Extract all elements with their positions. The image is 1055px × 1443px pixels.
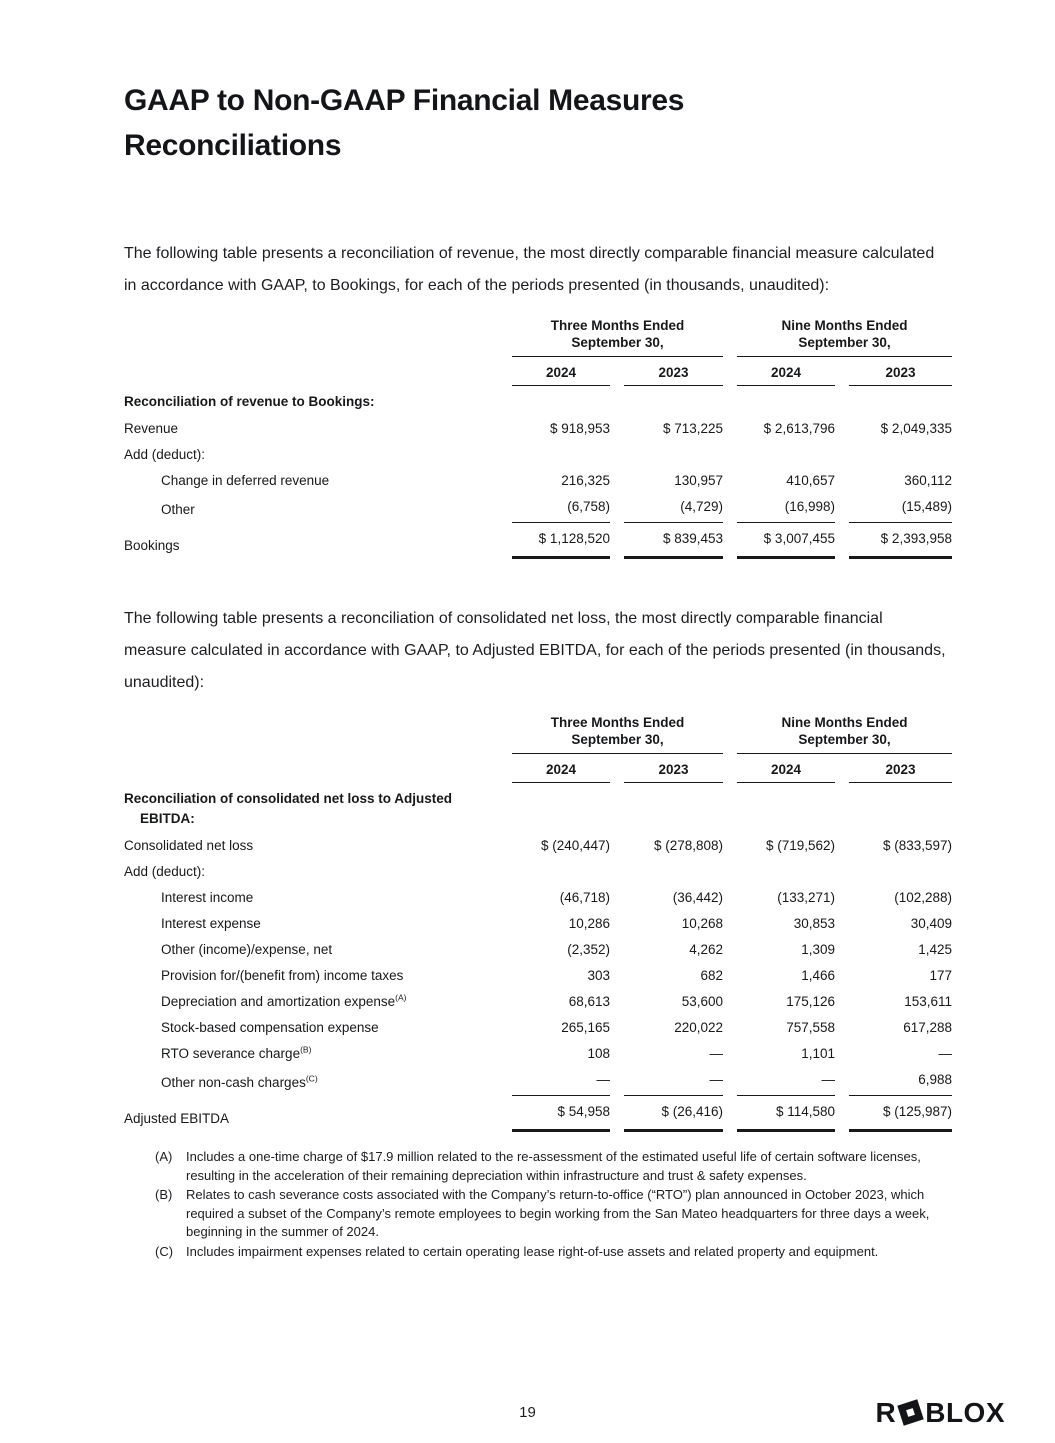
col-group-three-months: Three Months Ended September 30, (512, 317, 723, 357)
cell-value: 10,286 (568, 916, 610, 931)
table-row (124, 1067, 955, 1096)
cell-value: (133,271) (777, 890, 835, 905)
section-header-row (124, 783, 955, 833)
footnote-marker: (B) (155, 1187, 173, 1202)
cell-value: 30,853 (793, 916, 835, 931)
cell-value: 682 (700, 968, 723, 983)
table-row (124, 859, 955, 885)
cell-value: $ (833,597) (882, 838, 952, 853)
roblox-tilted-square-icon (897, 1399, 923, 1425)
cell-value: 1,466 (801, 968, 835, 983)
footnote-text: Relates to cash severance costs associated with the Company’s return-to-office (“RTO”) plan announced in October 2023, which required a subset of the Company’s remote employees to begin working from the San Mateo headquarters for three days a week, beginning in the summer of 2024. (186, 1187, 930, 1239)
row-label: Bookings (124, 538, 180, 553)
footnote-b (155, 1186, 930, 1242)
cell-value: 4,262 (689, 942, 723, 957)
row-label: Depreciation and amortization expense$^{(A)}$ (161, 992, 407, 1009)
footnote-marker: (C) (155, 1243, 174, 1259)
year-header: 2023 (624, 357, 723, 386)
footnote-ref: (B) (300, 1044, 312, 1055)
page-title (124, 78, 955, 168)
cell-value: (2,352) (567, 942, 610, 957)
cell-value: 10,268 (681, 916, 723, 931)
table-row (124, 442, 955, 468)
row-label: Other non-cash charges$^{(C)}$ (161, 1073, 318, 1090)
footnotes (155, 1148, 930, 1261)
footnote-text: Includes a one-time charge of $17.9 million related to the re-assessment of the estimated useful life of certain software licenses, resulting in the acceleration of their remaining depreciation within infrastructure and trust & safety expenses. (186, 1149, 921, 1183)
cell-value: $ 2,393,958 (849, 523, 952, 559)
row-label: Consolidated net loss (124, 838, 254, 853)
row-label: Add (deduct): (124, 864, 206, 879)
cell-value: 265,165 (561, 1020, 610, 1035)
page-number: 19 (519, 1404, 536, 1421)
year-header: 2024 (512, 754, 610, 783)
page-title-line1: GAAP to Non-GAAP Financial Measures (124, 84, 685, 117)
cell-value: — (938, 1046, 952, 1061)
intro-paragraph-bookings: The following table presents a reconciliation of revenue, the most directly comparable financial measure calculated in accordance with GAAP, to Bookings, for each of the periods presented (in thousands, unaudited): (124, 245, 935, 294)
cell-value: 360,112 (904, 473, 952, 488)
row-label: Stock-based compensation expense (161, 1020, 379, 1035)
bookings-table (124, 317, 955, 559)
section-label: Reconciliation of consolidated net loss to Adjusted EBITDA: (124, 791, 453, 826)
cell-value: $ (240,447) (540, 838, 610, 853)
footnote-a (155, 1148, 930, 1185)
year-header: 2024 (737, 357, 835, 386)
year-header-row (124, 357, 955, 386)
cell-value: $ (719,562) (765, 838, 835, 853)
table-row (124, 416, 955, 442)
year-header: 2023 (624, 754, 723, 783)
cell-value: — (512, 1067, 610, 1096)
cell-value: 175,126 (786, 994, 835, 1009)
roblox-logo-blox: BLOX (925, 1397, 1005, 1428)
cell-value: (16,998) (737, 494, 835, 523)
year-header: 2023 (849, 357, 952, 386)
table-row (124, 989, 955, 1015)
row-label: Interest expense (161, 916, 261, 931)
ebitda-table (124, 714, 955, 1132)
cell-value: 53,600 (681, 994, 723, 1009)
table-row (124, 494, 955, 523)
cell-value: 6,988 (849, 1067, 952, 1096)
cell-value: (6,758) (512, 494, 610, 523)
row-label: Add (deduct): (124, 447, 206, 462)
section-label: Reconciliation of revenue to Bookings: (124, 394, 375, 409)
roblox-logo (875, 1397, 1005, 1429)
col-group-nine-months: Nine Months Ended September 30, (737, 714, 952, 754)
cell-value: $ 2,049,335 (880, 421, 952, 436)
cell-value: 1,309 (801, 942, 835, 957)
table-row (124, 833, 955, 859)
section-header-row (124, 386, 955, 416)
cell-value: 757,558 (786, 1020, 835, 1035)
year-header: 2024 (512, 357, 610, 386)
page-title-line2: Reconciliations (124, 129, 342, 162)
row-label: RTO severance charge$^{(B)}$ (161, 1044, 312, 1061)
cell-value: 216,325 (561, 473, 610, 488)
row-label: Provision for/(benefit from) income taxes (161, 968, 404, 983)
row-label: Revenue (124, 421, 179, 436)
footnote-ref: (A) (395, 992, 407, 1003)
cell-value: (46,718) (559, 890, 610, 905)
cell-value: 108 (587, 1046, 610, 1061)
roblox-logo-r: R (875, 1397, 897, 1428)
cell-value: 617,288 (903, 1020, 952, 1035)
row-label: Other (income)/expense, net (161, 942, 333, 957)
row-label: Interest income (161, 890, 254, 905)
table-row (124, 468, 955, 494)
cell-value: — (624, 1067, 723, 1096)
table-total-row (124, 523, 955, 559)
cell-value: 68,613 (568, 994, 610, 1009)
table-row (124, 1015, 955, 1041)
document-page (0, 78, 1055, 1261)
cell-value: (4,729) (624, 494, 723, 523)
cell-value: $ 3,007,455 (737, 523, 835, 559)
cell-value: $ 713,225 (662, 421, 723, 436)
footnote-c (155, 1243, 930, 1262)
table-total-row (124, 1096, 955, 1132)
cell-value: — (737, 1067, 835, 1096)
cell-value: 1,425 (918, 942, 952, 957)
footnote-marker: (A) (155, 1149, 173, 1164)
table-row (124, 911, 955, 937)
table-row (124, 963, 955, 989)
year-header: 2024 (737, 754, 835, 783)
table-row (124, 885, 955, 911)
cell-value: $ (26,416) (624, 1096, 723, 1132)
cell-value: $ 114,580 (737, 1096, 835, 1132)
intro-paragraph-ebitda: The following table presents a reconciliation of consolidated net loss, the most directly comparable financial measure calculated in accordance with GAAP, to Adjusted EBITDA, for each of the periods presented (in thousands, unaudited): (124, 610, 946, 691)
year-header-row (124, 754, 955, 783)
col-group-nine-months: Nine Months Ended September 30, (737, 317, 952, 357)
table-header-row (124, 714, 955, 754)
cell-value: (36,442) (672, 890, 723, 905)
cell-value: $ (125,987) (849, 1096, 952, 1132)
cell-value: $ 2,613,796 (763, 421, 835, 436)
cell-value: $ 839,453 (624, 523, 723, 559)
cell-value: (102,288) (894, 890, 952, 905)
table-header-row (124, 317, 955, 357)
cell-value: 130,957 (674, 473, 723, 488)
footnote-ref: (C) (305, 1073, 318, 1084)
table-row (124, 1041, 955, 1067)
cell-value: 30,409 (910, 916, 952, 931)
cell-value: 220,022 (674, 1020, 723, 1035)
cell-value: 153,611 (904, 994, 952, 1009)
row-label: Adjusted EBITDA (124, 1111, 230, 1126)
cell-value: 1,101 (801, 1046, 835, 1061)
row-label: Change in deferred revenue (161, 473, 330, 488)
row-label: Other (161, 502, 195, 517)
cell-value: $ (278,808) (653, 838, 723, 853)
cell-value: — (709, 1046, 723, 1061)
year-header: 2023 (849, 754, 952, 783)
col-group-three-months: Three Months Ended September 30, (512, 714, 723, 754)
table-row (124, 937, 955, 963)
cell-value: 410,657 (786, 473, 835, 488)
footnote-text: Includes impairment expenses related to certain operating lease right-of-use assets and related property and equipment. (186, 1243, 879, 1259)
cell-value: 303 (587, 968, 610, 983)
cell-value: $ 1,128,520 (512, 523, 610, 559)
cell-value: 177 (929, 968, 952, 983)
cell-value: (15,489) (849, 494, 952, 523)
cell-value: $ 54,958 (512, 1096, 610, 1132)
cell-value: $ 918,953 (549, 421, 610, 436)
